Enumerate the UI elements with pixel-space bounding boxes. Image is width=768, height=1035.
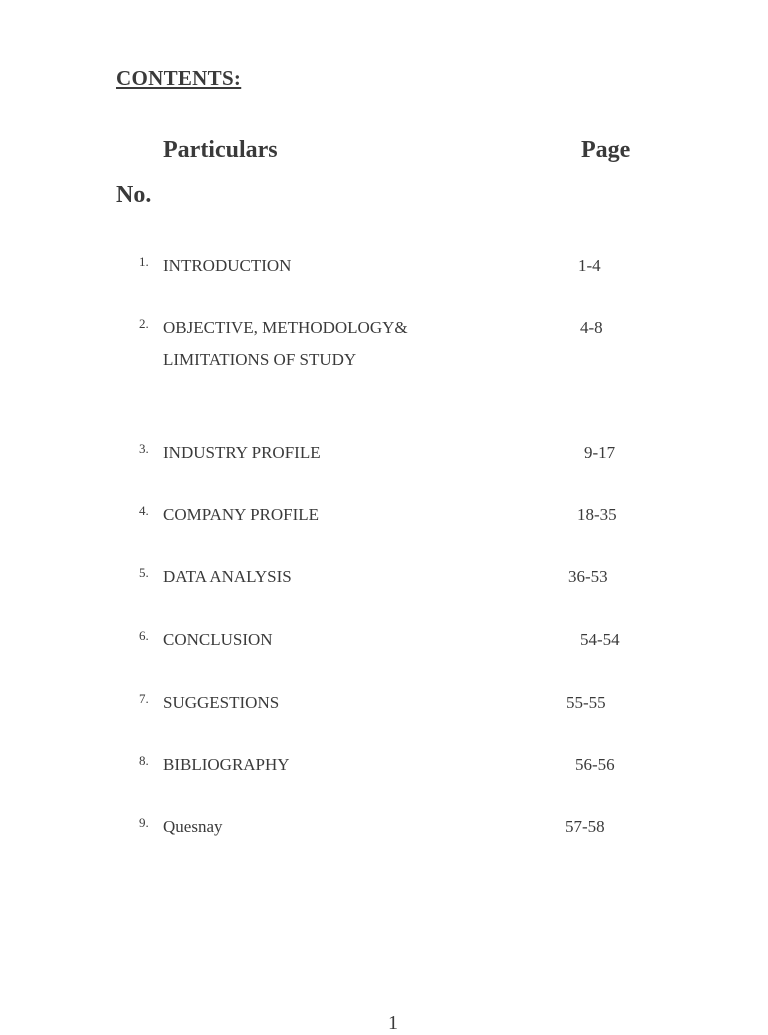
toc-entry-number: 8. [139,753,149,768]
toc-entry-pages: 36-53 [568,567,608,586]
toc-entry-number: 9. [139,815,149,830]
toc-entry-title [163,499,319,531]
toc-entry-title [163,250,291,282]
toc-entry-title [163,437,321,469]
toc-entry-number: 5. [139,565,149,580]
toc-entry-title-line: SUGGESTIONS [163,693,280,712]
toc-entry [0,499,768,529]
toc-entry [0,811,768,841]
toc-entry-title-line: INDUSTRY PROFILE [163,443,321,462]
toc-entry-title-line: OBJECTIVE, METHODOLOGY& [163,318,408,337]
toc-entry-title [163,749,290,781]
toc-entry-title-line: COMPANY PROFILE [163,505,320,524]
toc-entry [0,312,768,369]
toc-entry-pages: 1-4 [578,256,601,275]
toc-entry-number: 6. [139,628,149,643]
toc-entry-pages: 18-35 [577,505,617,524]
toc-entry-number: 2. [139,316,149,331]
toc-entry [0,749,768,779]
particulars-column-header: Particulars [163,137,278,163]
toc-entry [0,250,768,280]
toc-entry [0,561,768,591]
toc-entry [0,687,768,717]
toc-entry-pages: 55-55 [566,693,606,712]
toc-entry-title-line: DATA ANALYSIS [163,567,292,586]
footer-page-number: 1 [388,1012,398,1034]
toc-entry-number: 3. [139,441,149,456]
page-no-column-header: No. [116,182,152,208]
toc-entry-title [163,687,279,719]
toc-entry-title [163,312,408,376]
page-column-header: Page [581,137,631,163]
toc-entry-pages: 57-58 [565,817,605,836]
toc-entry-title-line: BIBLIOGRAPHY [163,755,290,774]
toc-entry-title-line: Quesnay [163,817,223,836]
contents-heading: CONTENTS: [116,66,242,90]
toc-entry-title-line: LIMITATIONS OF STUDY [163,350,357,369]
toc-entry-pages: 54-54 [580,630,620,649]
toc-entry-number: 1. [139,254,149,269]
toc-entry-pages: 4-8 [580,318,603,337]
toc-entry-title-line: CONCLUSION [163,630,273,649]
toc-entry-title-line: INTRODUCTION [163,256,292,275]
toc-entry-pages: 9-17 [584,443,616,462]
toc-entry-title [163,811,222,843]
toc-entry-pages: 56-56 [575,755,615,774]
toc-entry-number: 7. [139,691,149,706]
toc-entry-title [163,624,273,656]
toc-entry [0,624,768,654]
toc-entry-title [163,561,292,593]
toc-entry [0,437,768,467]
toc-entry-number: 4. [139,503,149,518]
